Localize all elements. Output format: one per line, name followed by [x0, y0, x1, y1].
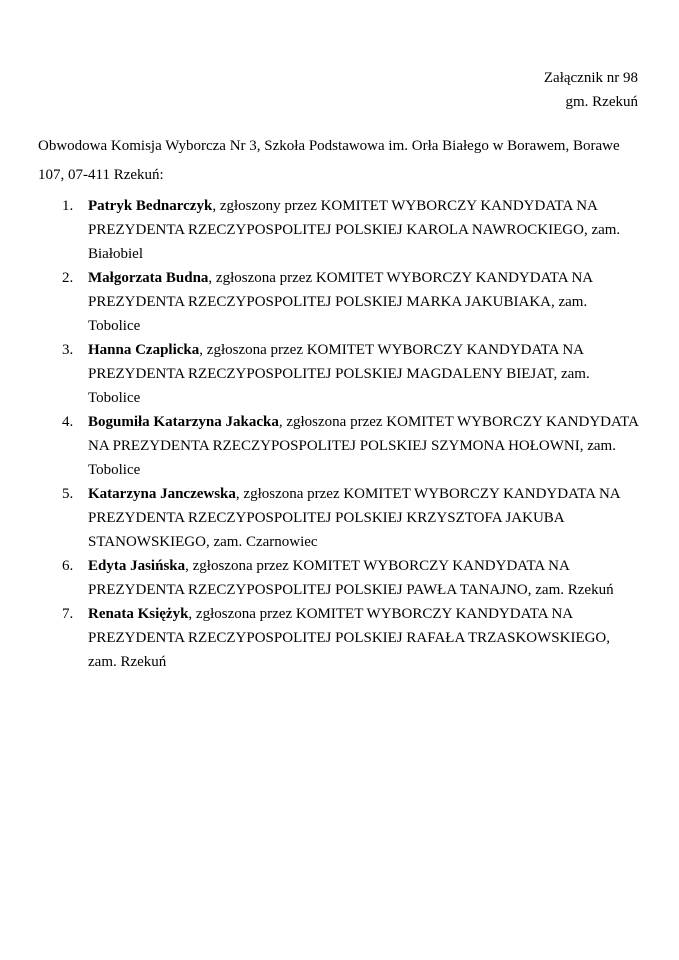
member-name: Renata Księżyk: [88, 606, 189, 622]
commission-intro-paragraph: Obwodowa Komisja Wyborcza Nr 3, Szkoła Podstawowa im. Orła Białego w Borawem, Borawe 107, 07-411 Rzekuń:: [38, 138, 620, 183]
member-name: Katarzyna Janczewska: [88, 486, 236, 502]
member-entry: [88, 482, 640, 554]
member-list-item: [62, 482, 642, 554]
member-entry: [88, 554, 640, 602]
member-description: , zgłoszona przez KOMITET WYBORCZY KANDYDATA NA PREZYDENTA RZECZYPOSPOLITEJ POLSKIEJ KRZYSZTOFA JAKUBA STANOWSKIEGO, zam. Czarnowiec: [88, 486, 620, 550]
member-entry: [88, 194, 640, 266]
member-list-item: [62, 194, 642, 266]
member-number: 1.: [62, 198, 74, 214]
member-name: Hanna Czaplicka: [88, 342, 200, 358]
member-number: 7.: [62, 606, 74, 622]
member-list-item: [62, 338, 642, 410]
member-number: 4.: [62, 414, 74, 430]
member-number: 6.: [62, 558, 74, 574]
member-number: 5.: [62, 486, 74, 502]
member-entry: [88, 266, 640, 338]
member-number: 3.: [62, 342, 74, 358]
member-entry: [88, 338, 640, 410]
member-description: , zgłoszona przez KOMITET WYBORCZY KANDYDATA NA PREZYDENTA RZECZYPOSPOLITEJ POLSKIEJ PAWŁA TANAJNO, zam. Rzekuń: [88, 558, 614, 598]
member-list-item: [62, 602, 642, 674]
member-description: , zgłoszony przez KOMITET WYBORCZY KANDYDATA NA PREZYDENTA RZECZYPOSPOLITEJ POLSKIEJ KAROLA NAWROCKIEGO, zam. Białobiel: [88, 198, 621, 262]
member-description: , zgłoszona przez KOMITET WYBORCZY KANDYDATA NA PREZYDENTA RZECZYPOSPOLITEJ POLSKIEJ MAGDALENY BIEJAT, zam. Tobolice: [88, 342, 590, 406]
member-entry: [88, 602, 640, 674]
member-list: [62, 194, 642, 674]
member-list-item: [62, 266, 642, 338]
member-entry: [88, 410, 640, 482]
member-description: , zgłoszona przez KOMITET WYBORCZY KANDYDATA NA PREZYDENTA RZECZYPOSPOLITEJ POLSKIEJ MARKA JAKUBIAKA, zam. Tobolice: [88, 270, 593, 334]
attachment-header: [544, 66, 638, 114]
member-number: 2.: [62, 270, 74, 286]
attachment-label: Załącznik nr 98: [543, 70, 638, 86]
member-name: Małgorzata Budna: [88, 270, 209, 286]
member-description: , zgłoszona przez KOMITET WYBORCZY KANDYDATA NA PREZYDENTA RZECZYPOSPOLITEJ POLSKIEJ SZYMONA HOŁOWNI, zam. Tobolice: [88, 414, 639, 478]
member-list-item: [62, 554, 642, 602]
member-list-item: [62, 410, 642, 482]
member-name: Edyta Jasińska: [88, 558, 186, 574]
member-name: Bogumiła Katarzyna Jakacka: [88, 414, 279, 430]
municipality-label: gm. Rzekuń: [565, 94, 638, 110]
member-description: , zgłoszona przez KOMITET WYBORCZY KANDYDATA NA PREZYDENTA RZECZYPOSPOLITEJ POLSKIEJ RAFAŁA TRZASKOWSKIEGO, zam. Rzekuń: [88, 606, 611, 670]
member-name: Patryk Bednarczyk: [88, 198, 213, 214]
